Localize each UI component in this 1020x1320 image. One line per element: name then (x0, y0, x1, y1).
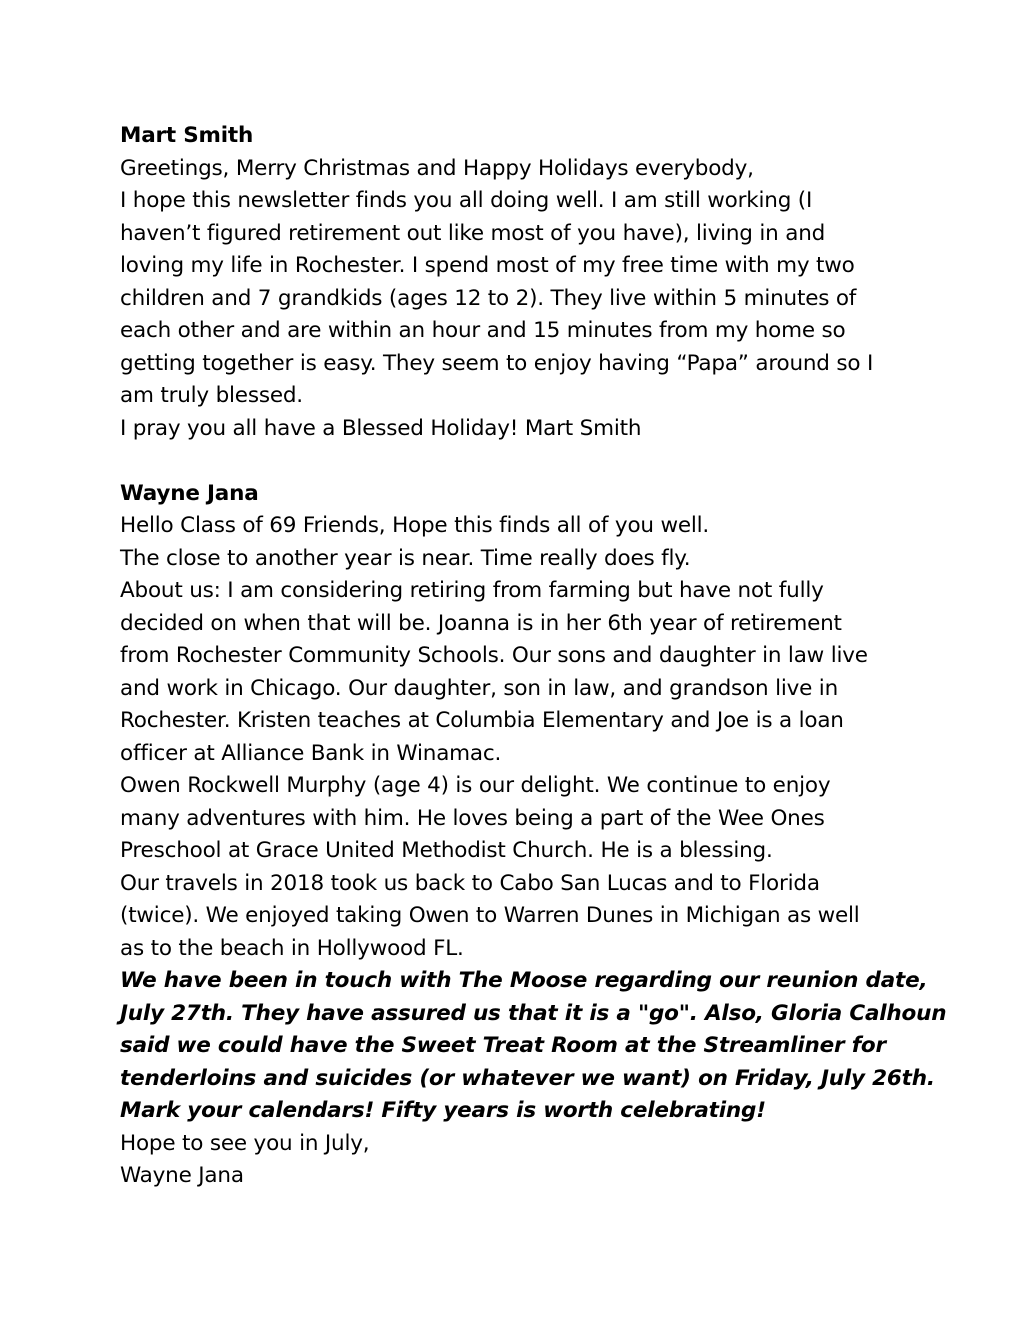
body-line: Owen Rockwell Murphy (age 4) is our delight. We continue to enjoy (120, 773, 831, 798)
body-line: and work in Chicago. Our daughter, son in law, and grandson live in (120, 675, 839, 701)
section-wayne-jana (120, 478, 947, 1193)
body-line: children and 7 grandkids (ages 12 to 2). They live within 5 minutes of (120, 285, 857, 311)
closing-line: Hope to see you in July, (120, 1130, 370, 1156)
reunion-announcement-line: We have been in touch with The Moose regarding our reunion date, (120, 968, 928, 993)
reunion-announcement-line: tenderloins and suicides (or whatever we want) on Friday, July 26th. (120, 1065, 935, 1091)
body-line: many adventures with him. He loves being a part of the Wee Ones (120, 805, 825, 831)
body-line: (twice). We enjoyed taking Owen to Warren Dunes in Michigan as well (120, 903, 860, 928)
body-line: I pray you all have a Blessed Holiday! Mart Smith (120, 415, 642, 441)
body-line: getting together is easy. They seem to enjoy having “Papa” around so I (120, 350, 874, 376)
section-heading: Wayne Jana (120, 480, 259, 506)
body-line: from Rochester Community Schools. Our sons and daughter in law live (120, 643, 868, 668)
body-line: Hello Class of 69 Friends, Hope this finds all of you well. (120, 513, 710, 538)
body-line: About us: I am considering retiring from farming but have not fully (120, 578, 824, 603)
body-line: officer at Alliance Bank in Winamac. (120, 740, 502, 766)
body-line: each other and are within an hour and 15 minutes from my home so (120, 318, 846, 343)
body-line: I hope this newsletter finds you all doing well. I am still working (I (120, 188, 813, 213)
signature-line: Wayne Jana (120, 1163, 244, 1188)
body-line: The close to another year is near. Time really does fly. (120, 545, 691, 571)
body-line: Rochester. Kristen teaches at Columbia Elementary and Joe is a loan (120, 708, 844, 733)
body-line: Our travels in 2018 took us back to Cabo San Lucas and to Florida (120, 870, 820, 896)
section-heading: Mart Smith (120, 123, 254, 148)
section-spacer (120, 445, 910, 478)
newsletter-content (120, 120, 947, 1193)
section-mart-smith (120, 120, 910, 445)
reunion-announcement-line: said we could have the Sweet Treat Room at the Streamliner for (120, 1033, 886, 1058)
body-line: as to the beach in Hollywood FL. (120, 935, 464, 961)
reunion-announcement-line: Mark your calendars! Fifty years is worth celebrating! (120, 1098, 766, 1123)
body-line: loving my life in Rochester. I spend most of my free time with my two (120, 253, 855, 278)
reunion-announcement-line: July 27th. They have assured us that it is a "go". Also, Gloria Calhoun (120, 1000, 947, 1026)
body-line: am truly blessed. (120, 383, 303, 408)
body-line: Greetings, Merry Christmas and Happy Holidays everybody, (120, 155, 754, 181)
body-line: Preschool at Grace United Methodist Church. He is a blessing. (120, 838, 773, 863)
body-line: haven’t figured retirement out like most of you have), living in and (120, 220, 826, 246)
body-line: decided on when that will be. Joanna is in her 6th year of retirement (120, 610, 842, 636)
